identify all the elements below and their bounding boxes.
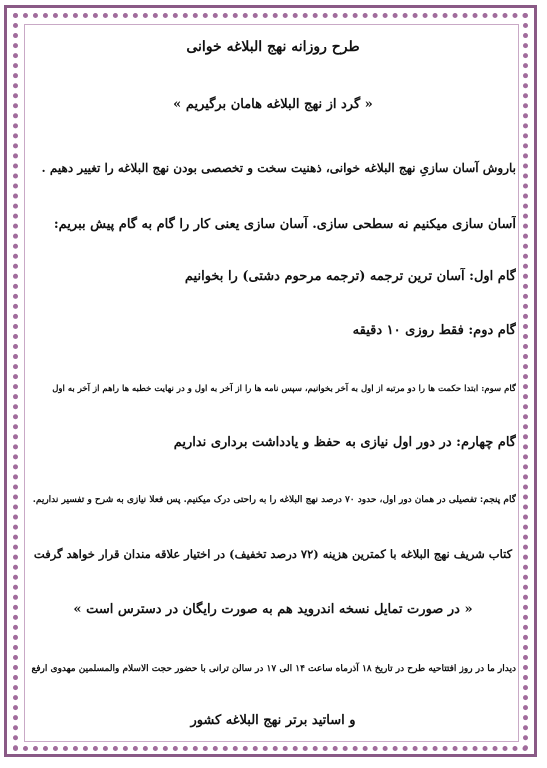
meeting-line-1: دیدار ما در روز افتتاحیه طرح در تاریخ ۱۸ آذرماه ساعت ۱۴ الی ۱۷ در سالن ترانی با حضور حجت الاسلام والمسلمین مهدوی ارفع: [31, 664, 516, 674]
document-title: طرح روزانه نهج البلاغه خوانی: [186, 39, 360, 55]
step-four: گام چهارم: در دور اول نیازی به حفظ و یادداشت برداری نداریم: [173, 435, 516, 450]
pdf-note: « در صورت تمایل نسخه اندروید هم به صورت رایگان در دسترس است »: [73, 602, 473, 617]
step-one: گام اول: آسان ترین ترجمه (ترجمه مرحوم دشتی) را بخوانیم: [184, 269, 516, 284]
step-five: گام پنجم: تفصیلی در همان دور اول، حدود ۷۰ درصد نهج البلاغه را به راحتی درک میکنیم. پس فعلا نیازی به شرح و تفسیر نداریم.: [32, 495, 516, 505]
motto: « گرد از نهج البلاغه هامان برگیریم »: [173, 97, 373, 112]
step-two: گام دوم: فقط روزی ۱۰ دقیقه: [352, 323, 516, 338]
intro-paragraph: باروش آسان سازیِ نهج البلاغه خوانی، ذهنیت سخت و تخصصی بودن نهج البلاغه را تغییر دهیم .: [41, 161, 516, 175]
step-intro: آسان سازی میکنیم نه سطحی سازی. آسان سازی یعنی کار را گام به گام پیش ببریم:: [53, 217, 516, 232]
book-offer: کتاب شریف نهج البلاغه با کمترین هزینه (۷۲ درصد تخفیف) در اختیار علاقه مندان قرار خواهد گرفت: [33, 547, 513, 561]
step-three: گام سوم: ابتدا حکمت ها را دو مرتبه از اول به آخر بخوانیم، سپس نامه ها را از آخر به اول و در نهایت خطبه ها راهم از آخر به اول: [52, 384, 516, 394]
meeting-line-2: و اساتید برتر نهج البلاغه کشور: [190, 713, 356, 728]
